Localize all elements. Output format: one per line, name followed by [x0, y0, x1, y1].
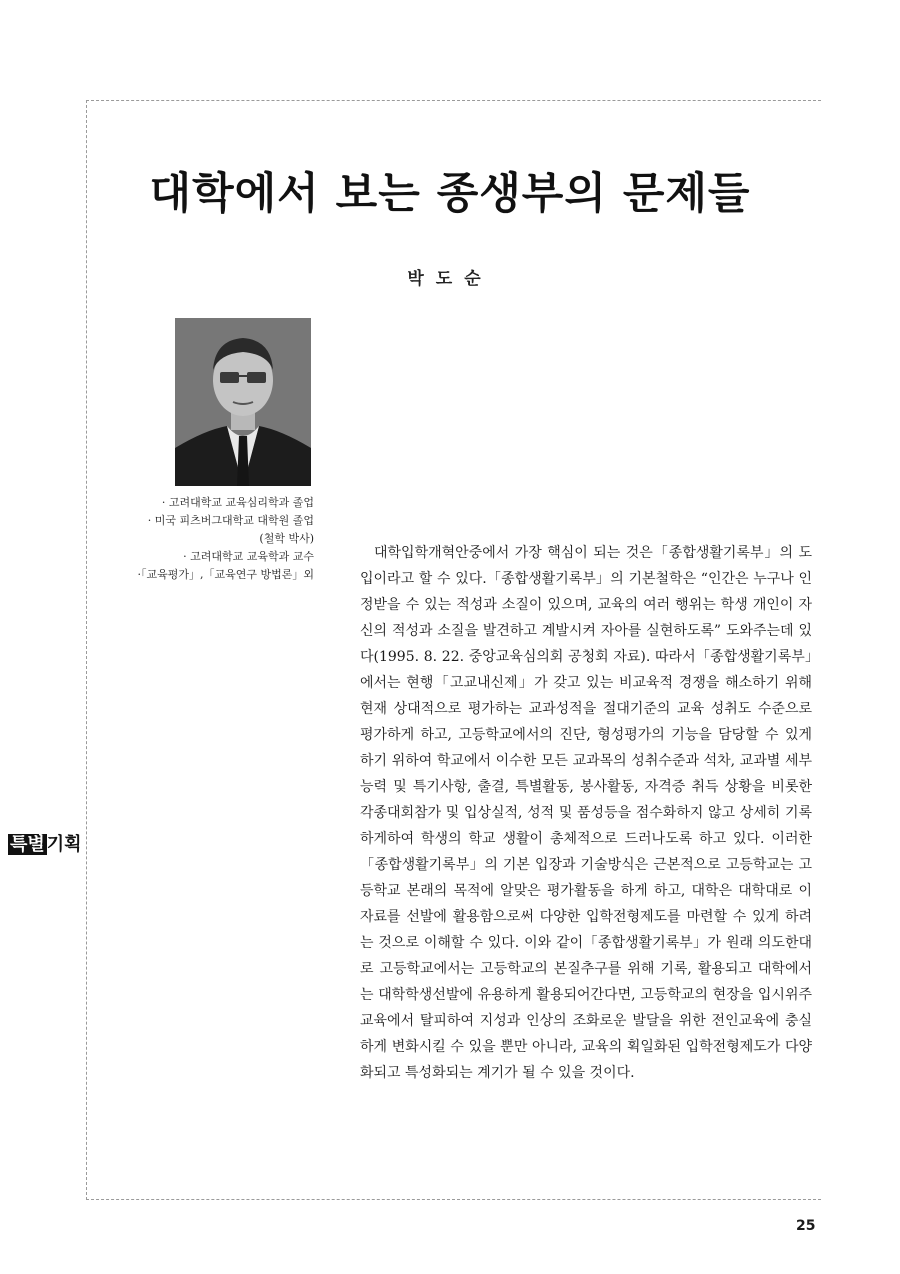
author-bio: [108, 494, 314, 584]
article-title: 대학에서 보는 종생부의 문제들: [149, 169, 751, 219]
page-number: 25: [796, 1218, 816, 1234]
body-paragraph: 대학입학개혁안중에서 가장 핵심이 되는 것은「종합생활기록부」의 도입이라고 할 수 있다.「종합생활기록부」의 기본철학은 “인간은 누구나 인정받을 수 있는 적성과 소질이 있으며, 교육의 여러 행위는 학생 개인이 자신의 적성과 소질을 발견하고 계발시켜 자아를 실현하도록” 도와주는데 있다(1995. 8. 22. 중앙교육심의회 공청회 자료). 따라서「종합생활기록부」에서는 현행「고교내신제」가 갖고 있는 비교육적 경쟁을 해소하기 위해 현재 상대적으로 평가하는 교과성적을 절대기준의 교육 성취도 수준으로 평가하게 하고, 고등학교에서의 진단, 형성평가의 기능을 담당할 수 있게 하기 위하여 학교에서 이수한 모든 교과목의 성취수준과 석차, 교과별 세부능력 및 특기사항, 출결, 특별활동, 봉사활동, 자격증 취득 상황을 비롯한 각종대회참가 및 입상실적, 성적 및 품성등을 점수화하지 않고 상세히 기록하게하여 학생의 학교 생활이 총체적으로 드러나도록 하고 있다. 이러한「종합생활기록부」의 기본 입장과 기술방식은 근본적으로 고등학교는 고등학교 본래의 목적에 알맞은 평가활동을 하게 하고, 대학은 대학대로 이 자료를 선발에 활용함으로써 다양한 입학전형제도를 마련할 수 있게 하려는 것으로 이해할 수 있다. 이와 같이「종합생활기록부」가 원래 의도한대로 고등학교에서는 고등학교의 본질추구를 위해 기록, 활용되고 대학에서는 대학학생선발에 유용하게 활용되어간다면, 고등학교의 현장을 입시위주교육에서 탈피하여 지성과 인상의 조화로운 발달을 위한 전인교육에 충실하게 변화시킬 수 있을 뿐만 아니라, 교육의 획일화된 입학전형제도가 다양화되고 특성화되는 계기가 될 수 있을 것이다.: [360, 545, 812, 1081]
portrait-image: [175, 318, 311, 486]
author-name: 박도순: [407, 269, 493, 289]
bio-line: · 미국 피츠버그대학교 대학원 졸업: [147, 514, 314, 527]
section-label-dark: 특별: [10, 834, 45, 855]
bio-line: · 고려대학교 교육심리학과 졸업: [161, 496, 314, 509]
bio-line: · 고려대학교 교육학과 교수: [183, 550, 314, 563]
author-photo: [175, 318, 311, 486]
section-label: [8, 830, 82, 856]
article-body: [360, 540, 812, 1086]
bio-line: ·「교육평가」,「교육연구 방법론」외: [137, 568, 314, 581]
section-label-light: 기획: [46, 834, 82, 855]
bio-line: (철학 박사): [259, 532, 314, 545]
